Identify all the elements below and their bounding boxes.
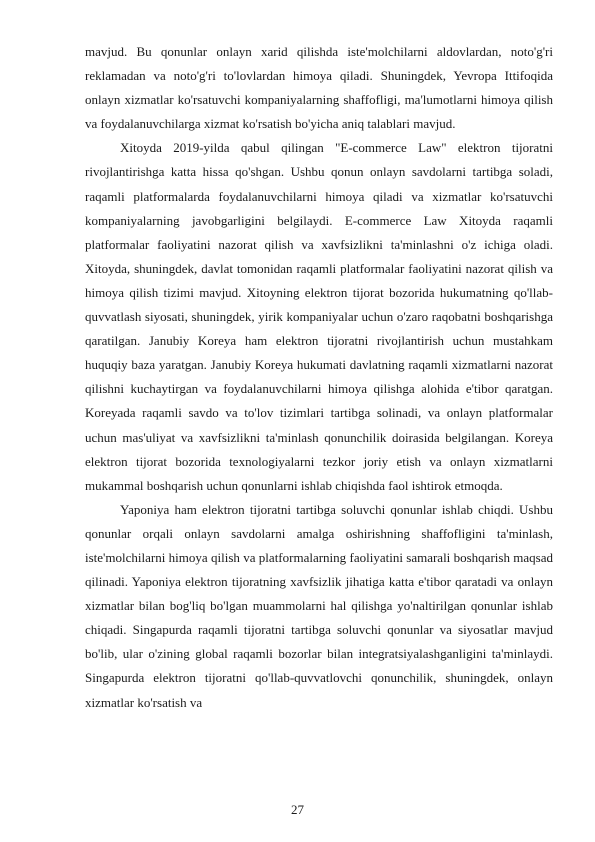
paragraph-eu-consumer-protection: mavjud. Bu qonunlar onlayn xarid qilishda iste'molchilarni aldovlardan, noto'g'ri reklamadan va noto'g'ri to'lovlardan himoya qiladi. Shuningdek, Yevropa Ittifoqida onlayn xizmatlar ko'rsatuvchi kompaniyalarning shaffofligi, ma'lumotlarni himoya qilish va foydalanuvchilarga xizmat ko'rsatish bo'yicha aniq talablari mavjud. bbox=[85, 44, 553, 132]
page-number: 27 bbox=[291, 802, 304, 817]
document-page bbox=[85, 40, 553, 715]
paragraph-japan-singapore-ecommerce-law: Yaponiya ham elektron tijoratni tartibga soluvchi qonunlar ishlab chiqdi. Ushbu qonunlar orqali onlayn savdolarni amalga oshirishning shaffofligini ta'minlash, iste'molchilarni himoya qilish va platformalarning faoliyatini samarali boshqarish maqsad qilinadi. Yaponiya elektron tijoratning xavfsizlik jihatiga katta e'tibor qaratadi va onlayn xizmatlar bilan bog'liq bo'lgan muammolarni hal qilishga yo'naltirilgan qonunlar ishlab chiqadi. Singapurda raqamli tijoratni tartibga soluvchi qonunlar va siyosatlar mavjud bo'lib, ular o'zining global raqamli bozorlar bilan integratsiyalashganligini ta'minlaydi. Singapurda elektron tijoratni qo'llab-quvvatlovchi qonunchilik, shuningdek, onlayn xizmatlar ko'rsatish va bbox=[85, 501, 553, 710]
paragraph-china-korea-ecommerce-law: Xitoyda 2019-yilda qabul qilingan "E-commerce Law" elektron tijoratni rivojlantirishga katta hissa qo'shgan. Ushbu qonun onlayn savdolarni tartibga soladi, raqamli platformalarda foydalanuvchilarni himoya qiladi va xizmatlar ko'rsatuvchi kompaniyalarning javobgarligini belgilaydi. E-commerce Law Xitoyda raqamli platformalar faoliyatini nazorat qilish va xavfsizlikni ta'minlashni o'z ichiga oladi. Xitoyda, shuningdek, davlat tomonidan raqamli platformalar faoliyatini nazorat qilish va himoya qilish tizimi mavjud. Xitoyning elektron tijorat bozorida hukumatning qo'llab-quvvatlash siyosati, shuningdek, yirik kompaniyalar uchun o'zaro raqobatni boshqarishga qaratilgan. Janubiy Koreya ham elektron tijoratni rivojlantirish uchun mustahkam huquqiy baza yaratgan. Janubiy Koreya hukumati davlatning raqamli xizmatlarni nazorat qilishni kuchaytirgan va foydalanuvchilarni himoya qilishga alohida e'tibor qaratgan. Koreyada raqamli savdo va to'lov tizimlari tartibga solinadi, va onlayn platformalar uchun mas'uliyat va xavfsizlikni ta'minlash qonunchilik doirasida belgilangan. Koreya elektron tijorat bozorida texnologiyalarni tezkor joriy etish va onlayn xizmatlarni mukammal boshqarish uchun qonunlarni ishlab chiqishda faol ishtirok etmoqda. bbox=[85, 140, 553, 493]
